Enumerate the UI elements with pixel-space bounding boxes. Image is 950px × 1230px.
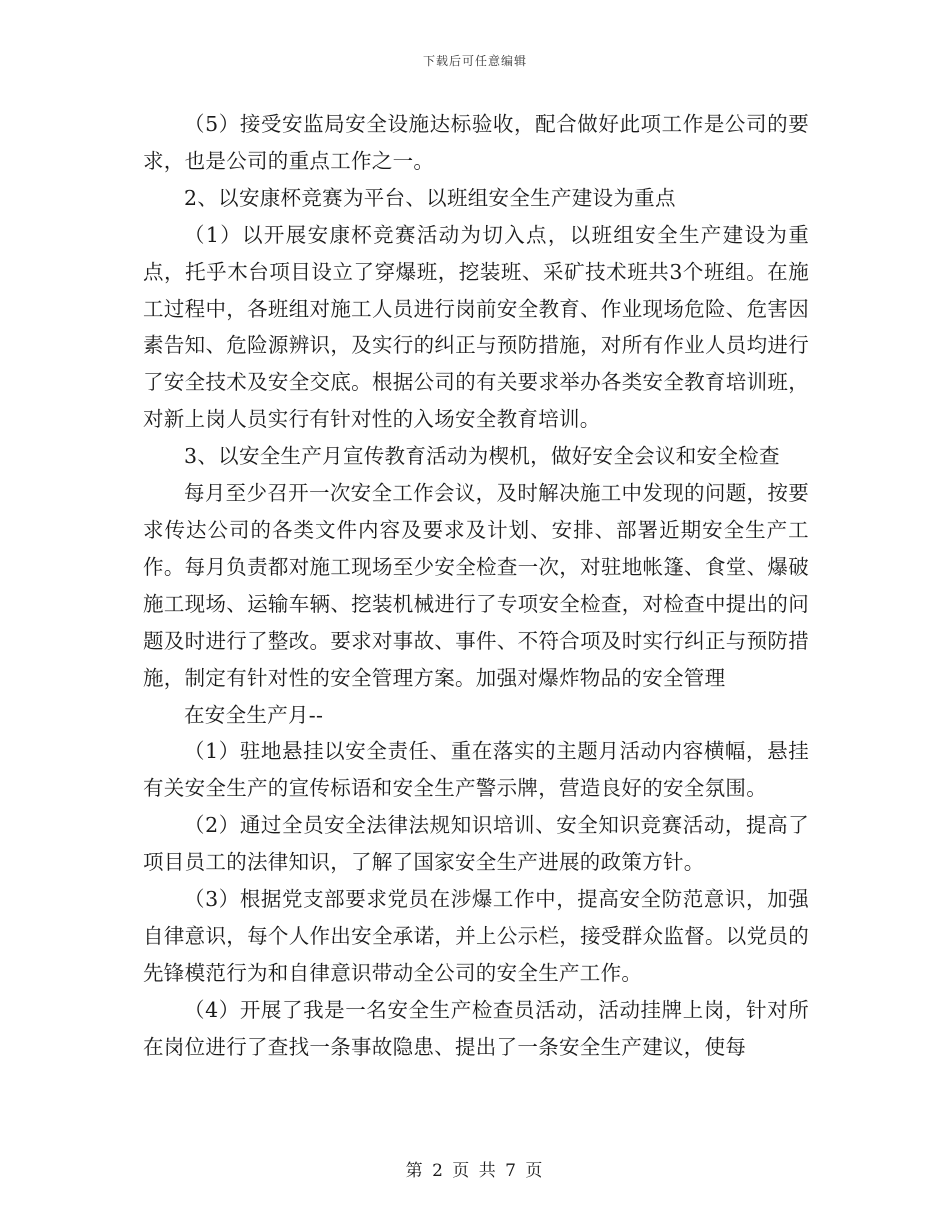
paragraph-9: （3）根据党支部要求党员在涉爆工作中，提高安全防范意识，加强自律意识，每个人作出安全承诺，并上公示栏，接受群众监督。以党员的先锋模范行为和自律意识带动全公司的安全生产工作。 [143,887,809,985]
paragraph-6: 在安全生产月-- [184,702,324,727]
paragraph-8: （2）通过全员安全法律法规知识培训、安全知识竞赛活动，提高了项目员工的法律知识，了解了国家安全生产进展的政策方针。 [143,813,809,875]
page-footer: 第 2 页 共 7 页 [405,1161,545,1181]
paragraph-5: 每月至少召开一次安全工作会议，及时解决施工中发现的问题，按要求传达公司的各类文件内容及要求及计划、安排、部署近期安全生产工作。每月负责都对施工现场至少安全检查一次，对驻地帐篷、食堂、爆破施工现场、运输车辆、挖装机械进行了专项安全检查，对检查中提出的问题及时进行了整改。要求对事故、事件、不符合项及时实行纠正与预防措施，制定有针对性的安全管理方案。加强对爆炸物品的安全管理 [143,481,809,690]
paragraph-7: （1）驻地悬挂以安全责任、重在落实的主题月活动内容横幅，悬挂有关安全生产的宣传标语和安全生产警示牌，营造良好的安全氛围。 [143,739,809,801]
document-body [143,106,809,1066]
paragraph-4: 3、以安全生产月宣传教育活动为楔机，做好安全会议和安全检查 [184,444,780,469]
paragraph-10: （4）开展了我是一名安全生产检查员活动，活动挂牌上岗，针对所在岗位进行了查找一条事故隐患、提出了一条安全生产建议，使每 [143,997,809,1059]
paragraph-2: 2、以安康杯竞赛为平台、以班组安全生产建设为重点 [184,185,676,210]
paragraph-3: （1）以开展安康杯竞赛活动为切入点，以班组安全生产建设为重点，托乎木台项目设立了穿爆班，挖装班、采矿技术班共3个班组。在施工过程中，各班组对施工人员进行岗前安全教育、作业现场危险、危害因素告知、危险源辨识，及实行的纠正与预防措施，对所有作业人员均进行了安全技术及安全交底。根据公司的有关要求举办各类安全教育培训班，对新上岗人员实行有针对性的入场安全教育培训。 [143,222,809,432]
page-header: 下载后可任意编辑 [422,54,527,68]
paragraph-1: （5）接受安监局安全设施达标验收，配合做好此项工作是公司的要求，也是公司的重点工作之一。 [143,112,809,173]
